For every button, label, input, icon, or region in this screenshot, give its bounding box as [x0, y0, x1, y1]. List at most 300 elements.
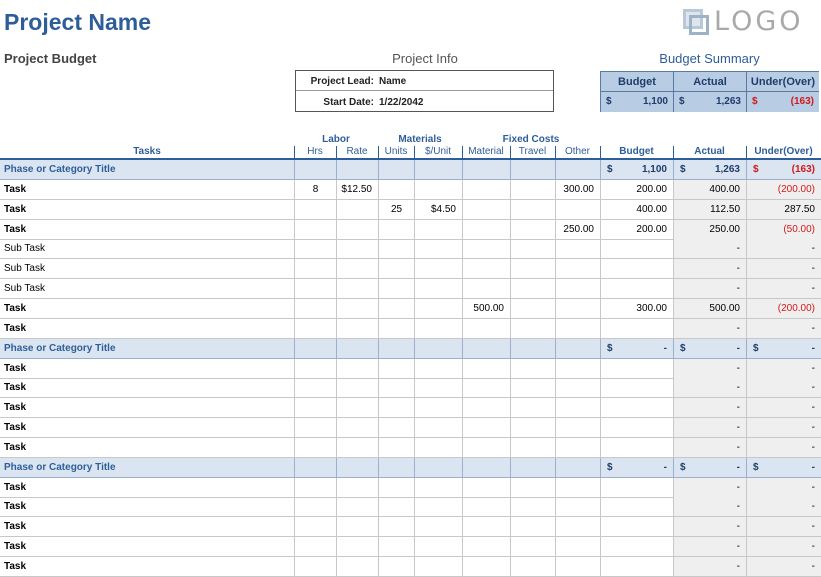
cell-actual [673, 398, 746, 417]
cell-unit-cost[interactable] [414, 378, 462, 397]
cell-uo [746, 180, 821, 199]
currency-symbol: $ [607, 461, 613, 473]
cell-value: 112.50 [710, 203, 740, 215]
summary-budget-amount: 1,100 [642, 96, 668, 107]
cell-travel[interactable] [510, 180, 555, 199]
cell-budget[interactable] [600, 160, 673, 179]
cell-material[interactable] [462, 339, 510, 358]
logo-mark-icon [683, 9, 709, 35]
cell-actual [673, 537, 746, 556]
cell-travel[interactable] [510, 537, 555, 556]
task-name[interactable]: Sub Task [4, 283, 45, 295]
cell-hrs[interactable] [294, 319, 336, 338]
cell-travel[interactable] [510, 220, 555, 239]
cell-other[interactable] [555, 438, 600, 457]
cell-units[interactable] [378, 299, 414, 318]
currency-symbol: $ [680, 342, 686, 354]
cell-material[interactable] [462, 438, 510, 457]
cell-rate[interactable] [336, 220, 378, 239]
cell-units[interactable] [378, 160, 414, 179]
cell-units[interactable] [378, 438, 414, 457]
cell-material[interactable] [462, 299, 510, 318]
cell-value: - [811, 263, 815, 275]
currency-symbol: $ [607, 342, 613, 354]
subtask-row [0, 259, 821, 279]
cell-rate[interactable] [336, 239, 378, 258]
cell-budget[interactable] [600, 378, 673, 397]
cell-hrs[interactable] [294, 478, 336, 497]
cell-value: - [811, 461, 815, 473]
cell-value: - [736, 342, 740, 354]
cell-actual [673, 458, 746, 477]
cell-rate[interactable] [336, 299, 378, 318]
task-row [0, 220, 821, 240]
cell-units[interactable] [378, 418, 414, 437]
cell-units[interactable] [378, 259, 414, 278]
cell-rate[interactable] [336, 339, 378, 358]
page-title: Project Name [4, 9, 152, 35]
cell-units[interactable] [378, 239, 414, 258]
cell-other[interactable] [555, 180, 600, 199]
task-name[interactable]: Sub Task [4, 263, 45, 275]
cell-value: (200.00) [777, 302, 815, 314]
cell-value: - [811, 362, 815, 374]
cell-value: 500.00 [709, 302, 740, 314]
cell-budget[interactable] [600, 517, 673, 536]
cell-value: 8 [312, 183, 319, 195]
cell-actual [673, 497, 746, 516]
cell-other[interactable] [555, 537, 600, 556]
cell-rate[interactable] [336, 279, 378, 298]
cell-value: - [736, 561, 740, 572]
cell-travel[interactable] [510, 378, 555, 397]
cell-units[interactable] [378, 497, 414, 516]
cell-other[interactable] [555, 160, 600, 179]
cell-budget[interactable] [600, 279, 673, 298]
cell-value: 200.00 [636, 183, 667, 195]
cell-material[interactable] [462, 259, 510, 278]
cell-material[interactable] [462, 378, 510, 397]
task-row [0, 299, 821, 319]
cell-material[interactable] [462, 220, 510, 239]
cell-travel[interactable] [510, 279, 555, 298]
col-actual: Actual [694, 146, 725, 157]
cell-units[interactable] [378, 557, 414, 576]
cell-travel[interactable] [510, 200, 555, 219]
task-row [0, 398, 821, 418]
cell-travel[interactable] [510, 398, 555, 417]
cell-budget[interactable] [600, 239, 673, 258]
task-name[interactable]: Task [4, 402, 27, 414]
cell-unit-cost[interactable] [414, 478, 462, 497]
cell-rate[interactable] [336, 438, 378, 457]
cell-material[interactable] [462, 359, 510, 378]
cell-rate[interactable] [336, 180, 378, 199]
cell-units[interactable] [378, 220, 414, 239]
task-name[interactable]: Task [4, 203, 27, 215]
start-date-value[interactable]: 1/22/2042 [379, 97, 424, 108]
cell-unit-cost[interactable] [414, 299, 462, 318]
cell-rate[interactable] [336, 418, 378, 437]
cell-uo [746, 239, 821, 258]
cell-hrs[interactable] [294, 180, 336, 199]
task-name[interactable]: Phase or Category Title [4, 461, 116, 473]
cell-material[interactable] [462, 319, 510, 338]
cell-budget[interactable] [600, 537, 673, 556]
task-name[interactable]: Task [4, 422, 27, 434]
cell-other[interactable] [555, 339, 600, 358]
col-budget: Budget [619, 146, 654, 157]
subtask-row [0, 239, 821, 259]
task-row [0, 200, 821, 220]
cell-hrs[interactable] [294, 438, 336, 457]
cell-travel[interactable] [510, 299, 555, 318]
cell-hrs[interactable] [294, 359, 336, 378]
project-lead-row [296, 71, 553, 91]
cell-material[interactable] [462, 180, 510, 199]
task-name[interactable]: Sub Task [4, 243, 45, 255]
cell-material[interactable] [462, 398, 510, 417]
cell-other[interactable] [555, 478, 600, 497]
cell-rate[interactable] [336, 378, 378, 397]
cell-other[interactable] [555, 458, 600, 477]
cell-rate[interactable] [336, 557, 378, 576]
cell-travel[interactable] [510, 239, 555, 258]
cell-other[interactable] [555, 557, 600, 576]
cell-other[interactable] [555, 220, 600, 239]
cell-value: (163) [791, 164, 815, 175]
cell-travel[interactable] [510, 478, 555, 497]
cell-budget[interactable] [600, 438, 673, 457]
cell-travel[interactable] [510, 319, 555, 338]
task-name[interactable]: Task [4, 302, 27, 314]
cell-other[interactable] [555, 378, 600, 397]
task-name[interactable]: Task [4, 501, 27, 513]
cell-value: 250.00 [563, 223, 594, 235]
cell-unit-cost[interactable] [414, 418, 462, 437]
cell-value: - [736, 362, 740, 374]
col-unit-cost: $/Unit [424, 146, 452, 157]
cell-value: - [811, 501, 815, 513]
cell-hrs[interactable] [294, 398, 336, 417]
cell-other[interactable] [555, 299, 600, 318]
cell-value: $12.50 [341, 183, 372, 195]
cell-units[interactable] [378, 339, 414, 358]
cell-units[interactable] [378, 398, 414, 417]
cell-material[interactable] [462, 497, 510, 516]
cell-travel[interactable] [510, 259, 555, 278]
cell-rate[interactable] [336, 398, 378, 417]
cell-other[interactable] [555, 239, 600, 258]
cell-other[interactable] [555, 200, 600, 219]
cell-budget[interactable] [600, 398, 673, 417]
cell-value: - [811, 521, 815, 533]
cell-rate[interactable] [336, 478, 378, 497]
cell-uo [746, 438, 821, 457]
cell-travel[interactable] [510, 458, 555, 477]
cell-value: - [736, 263, 740, 275]
cell-hrs[interactable] [294, 299, 336, 318]
cell-unit-cost[interactable] [414, 458, 462, 477]
cell-budget[interactable] [600, 359, 673, 378]
cell-value: - [811, 481, 815, 493]
cell-travel[interactable] [510, 497, 555, 516]
cell-value: - [736, 243, 740, 255]
task-name[interactable]: Task [4, 322, 27, 334]
cell-material[interactable] [462, 458, 510, 477]
cell-uo [746, 160, 821, 179]
cell-value: - [736, 541, 740, 553]
cell-hrs[interactable] [294, 339, 336, 358]
cell-budget[interactable] [600, 418, 673, 437]
cell-travel[interactable] [510, 160, 555, 179]
cell-budget[interactable] [600, 478, 673, 497]
cell-units[interactable] [378, 517, 414, 536]
task-name[interactable]: Task [4, 382, 27, 394]
cell-hrs[interactable] [294, 239, 336, 258]
cell-budget[interactable] [600, 497, 673, 516]
cell-value: 25 [390, 203, 403, 215]
cell-uo [746, 458, 821, 477]
cell-travel[interactable] [510, 339, 555, 358]
summary-actual-header: Actual [674, 72, 747, 92]
cell-budget[interactable] [600, 458, 673, 477]
cell-unit-cost[interactable] [414, 438, 462, 457]
cell-hrs[interactable] [294, 160, 336, 179]
cell-units[interactable] [378, 478, 414, 497]
cell-value: $4.50 [430, 203, 456, 215]
cell-hrs[interactable] [294, 557, 336, 576]
cell-uo [746, 537, 821, 556]
cell-actual [673, 259, 746, 278]
cell-unit-cost[interactable] [414, 557, 462, 576]
cell-actual [673, 359, 746, 378]
cell-hrs[interactable] [294, 517, 336, 536]
cell-travel[interactable] [510, 418, 555, 437]
col-units: Units [384, 146, 408, 157]
summary-budget-header: Budget [601, 72, 674, 92]
cell-other[interactable] [555, 418, 600, 437]
cell-units[interactable] [378, 200, 414, 219]
col-travel: Travel [518, 146, 547, 157]
materials-group-header: Materials [398, 134, 442, 145]
cell-material[interactable] [462, 418, 510, 437]
cell-rate[interactable] [336, 497, 378, 516]
cell-unit-cost[interactable] [414, 180, 462, 199]
cell-budget[interactable] [600, 180, 673, 199]
cell-hrs[interactable] [294, 259, 336, 278]
cell-hrs[interactable] [294, 200, 336, 219]
cell-unit-cost[interactable] [414, 259, 462, 278]
cell-rate[interactable] [336, 200, 378, 219]
cell-other[interactable] [555, 259, 600, 278]
task-name[interactable]: Phase or Category Title [4, 164, 116, 175]
cell-budget[interactable] [600, 220, 673, 239]
cell-value: - [811, 541, 815, 553]
cell-value: 300.00 [636, 302, 667, 314]
cell-uo [746, 378, 821, 397]
cell-material[interactable] [462, 239, 510, 258]
cell-units[interactable] [378, 279, 414, 298]
cell-material[interactable] [462, 557, 510, 576]
cell-rate[interactable] [336, 319, 378, 338]
cell-units[interactable] [378, 458, 414, 477]
cell-rate[interactable] [336, 160, 378, 179]
cell-units[interactable] [378, 378, 414, 397]
currency-symbol: $ [680, 461, 686, 473]
cell-value: 200.00 [636, 223, 667, 235]
task-row [0, 319, 821, 339]
cell-value: - [811, 382, 815, 394]
page-subtitle: Project Budget [4, 51, 97, 66]
cell-unit-cost[interactable] [414, 220, 462, 239]
cell-unit-cost[interactable] [414, 200, 462, 219]
task-name[interactable]: Task [4, 541, 27, 553]
cell-unit-cost[interactable] [414, 319, 462, 338]
cell-value: - [736, 481, 740, 493]
cell-hrs[interactable] [294, 537, 336, 556]
cell-uo [746, 299, 821, 318]
cell-unit-cost[interactable] [414, 239, 462, 258]
project-lead-value[interactable]: Name [379, 76, 407, 87]
cell-hrs[interactable] [294, 458, 336, 477]
task-row [0, 180, 821, 200]
currency-symbol: $ [752, 96, 758, 107]
cell-other[interactable] [555, 497, 600, 516]
project-lead-label: Project Lead: [310, 76, 374, 87]
summary-underover-value [747, 92, 819, 112]
cell-units[interactable] [378, 180, 414, 199]
cell-unit-cost[interactable] [414, 160, 462, 179]
cell-rate[interactable] [336, 517, 378, 536]
cell-hrs[interactable] [294, 220, 336, 239]
cell-other[interactable] [555, 398, 600, 417]
cell-actual [673, 378, 746, 397]
cell-material[interactable] [462, 279, 510, 298]
cell-value: 500.00 [473, 302, 504, 314]
subtask-row [0, 279, 821, 299]
cell-other[interactable] [555, 319, 600, 338]
cell-unit-cost[interactable] [414, 339, 462, 358]
cell-uo [746, 200, 821, 219]
summary-budget-value [601, 92, 674, 112]
fixed-costs-group-header: Fixed Costs [502, 134, 560, 145]
cell-units[interactable] [378, 359, 414, 378]
cell-rate[interactable] [336, 259, 378, 278]
cell-budget[interactable] [600, 557, 673, 576]
cell-budget[interactable] [600, 200, 673, 219]
cell-rate[interactable] [336, 458, 378, 477]
cell-material[interactable] [462, 160, 510, 179]
cell-hrs[interactable] [294, 378, 336, 397]
cell-unit-cost[interactable] [414, 537, 462, 556]
cell-material[interactable] [462, 200, 510, 219]
labor-group-header: Labor [322, 134, 350, 145]
summary-underover-header: Under(Over) [747, 72, 819, 92]
cell-unit-cost[interactable] [414, 517, 462, 536]
task-row [0, 478, 821, 498]
cell-rate[interactable] [336, 537, 378, 556]
summary-underover-amount: (163) [790, 96, 814, 107]
task-name[interactable]: Task [4, 561, 27, 572]
cell-other[interactable] [555, 517, 600, 536]
task-name[interactable]: Task [4, 441, 27, 453]
cell-value: - [736, 382, 740, 394]
cell-rate[interactable] [336, 359, 378, 378]
task-row [0, 497, 821, 517]
cell-actual [673, 239, 746, 258]
cell-units[interactable] [378, 537, 414, 556]
cell-value: 400.00 [636, 203, 667, 215]
cell-travel[interactable] [510, 359, 555, 378]
summary-actual-value [674, 92, 747, 112]
cell-budget[interactable] [600, 299, 673, 318]
cell-value: - [663, 342, 667, 354]
task-name[interactable]: Task [4, 183, 27, 195]
cell-value: 250.00 [709, 223, 740, 235]
task-name[interactable]: Task [4, 223, 27, 235]
cell-budget[interactable] [600, 319, 673, 338]
budget-summary-box [600, 71, 819, 112]
start-date-label: Start Date: [323, 97, 374, 108]
cell-value: 400.00 [709, 183, 740, 195]
cell-unit-cost[interactable] [414, 398, 462, 417]
cell-material[interactable] [462, 478, 510, 497]
cell-actual [673, 478, 746, 497]
cell-value: 1,263 [714, 164, 740, 175]
cell-uo [746, 279, 821, 298]
cell-actual [673, 160, 746, 179]
cell-unit-cost[interactable] [414, 359, 462, 378]
cell-uo [746, 259, 821, 278]
task-row [0, 438, 821, 458]
cell-other[interactable] [555, 279, 600, 298]
cell-actual [673, 200, 746, 219]
cell-actual [673, 299, 746, 318]
col-material: Material [468, 146, 504, 157]
cell-uo [746, 497, 821, 516]
cell-budget[interactable] [600, 339, 673, 358]
task-row [0, 557, 821, 577]
cell-units[interactable] [378, 319, 414, 338]
cell-material[interactable] [462, 537, 510, 556]
task-name[interactable]: Phase or Category Title [4, 342, 116, 354]
cell-value: - [663, 461, 667, 473]
cell-other[interactable] [555, 359, 600, 378]
cell-uo [746, 557, 821, 576]
task-name[interactable]: Task [4, 521, 27, 533]
currency-symbol: $ [753, 461, 759, 473]
cell-travel[interactable] [510, 438, 555, 457]
task-name[interactable]: Task [4, 481, 27, 493]
cell-material[interactable] [462, 517, 510, 536]
task-name[interactable]: Task [4, 362, 27, 374]
cell-uo [746, 418, 821, 437]
task-row [0, 517, 821, 537]
cell-travel[interactable] [510, 517, 555, 536]
cell-unit-cost[interactable] [414, 279, 462, 298]
phase-row [0, 339, 821, 359]
cell-hrs[interactable] [294, 497, 336, 516]
cell-hrs[interactable] [294, 418, 336, 437]
cell-travel[interactable] [510, 557, 555, 576]
cell-unit-cost[interactable] [414, 497, 462, 516]
cell-value: - [736, 461, 740, 473]
phase-row [0, 160, 821, 180]
cell-hrs[interactable] [294, 279, 336, 298]
cell-value: - [811, 561, 815, 572]
cell-budget[interactable] [600, 259, 673, 278]
